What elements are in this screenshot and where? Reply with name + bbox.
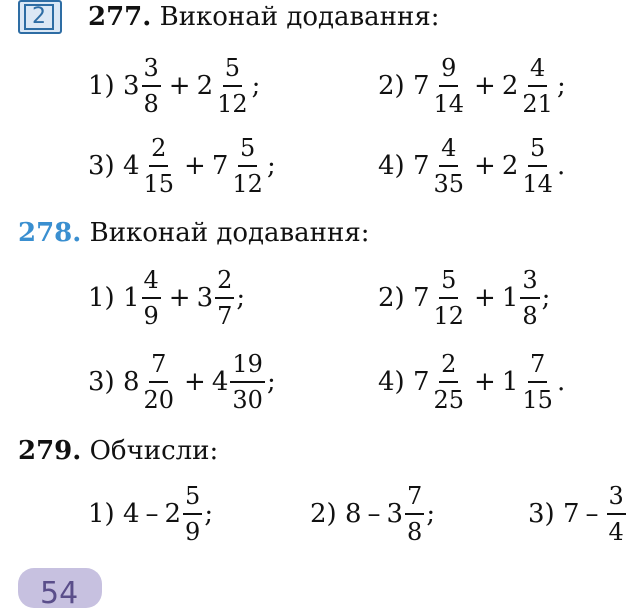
page-number-tab (18, 568, 102, 611)
item-label: 3) (528, 499, 555, 529)
problem-number: 279. (18, 436, 82, 466)
operator: + (474, 367, 496, 397)
numerator: 7 (149, 350, 168, 383)
fraction (183, 482, 202, 546)
fraction (520, 266, 539, 330)
whole-part: 1 (501, 367, 519, 397)
operator: + (184, 367, 206, 397)
numerator: 5 (439, 266, 458, 299)
whole-part: 8 (122, 367, 140, 397)
numerator: 5 (528, 134, 547, 167)
denominator: 8 (407, 518, 423, 546)
whole-part: 1 (122, 283, 140, 313)
item-label: 1) (88, 499, 115, 529)
problem-278-heading (18, 218, 370, 248)
whole-part: 1 (501, 283, 519, 313)
fraction (230, 350, 265, 414)
denominator: 15 (143, 170, 175, 198)
problem-title: Виконай додавання: (159, 2, 440, 32)
item-label: 2) (378, 71, 405, 101)
end-mark: ; (556, 71, 566, 101)
denominator: 14 (433, 90, 465, 118)
operator: + (168, 71, 191, 101)
fraction (432, 134, 467, 198)
operator: + (474, 283, 496, 313)
fraction (142, 266, 161, 330)
fraction (607, 482, 626, 546)
fraction (215, 54, 250, 118)
fraction (142, 350, 177, 414)
numerator: 2 (439, 350, 458, 383)
fraction (142, 54, 161, 118)
fraction (520, 350, 555, 414)
denominator: 12 (232, 170, 263, 198)
whole-part: 7 (412, 367, 430, 397)
numerator: 3 (520, 266, 539, 299)
operator: – (367, 499, 381, 529)
numerator: 7 (528, 350, 547, 383)
problem-279-heading (18, 436, 218, 466)
whole-part: 7 (412, 283, 430, 313)
end-mark: ; (204, 499, 214, 529)
minuend: 7 (562, 499, 580, 529)
fraction (230, 134, 265, 198)
operator: + (474, 151, 496, 181)
problem-278-item-2 (378, 258, 550, 338)
denominator: 15 (522, 386, 553, 414)
denominator: 4 (608, 518, 624, 546)
problem-277-item-2 (378, 46, 566, 126)
numerator: 4 (528, 54, 547, 87)
item-label: 2) (310, 499, 337, 529)
problem-279-item-2 (310, 474, 435, 554)
numerator: 7 (405, 482, 424, 515)
numerator: 9 (439, 54, 458, 87)
end-mark: . (556, 151, 566, 181)
problem-277-heading (88, 2, 440, 32)
denominator: 8 (143, 90, 159, 118)
denominator: 12 (217, 90, 248, 118)
denominator: 25 (433, 386, 465, 414)
denominator: 8 (522, 302, 538, 330)
whole-part: 7 (412, 151, 430, 181)
denominator: 14 (522, 170, 553, 198)
level-badge-number: 2 (24, 4, 54, 30)
end-mark: ; (236, 283, 246, 313)
denominator: 9 (143, 302, 159, 330)
operator: + (184, 151, 206, 181)
operator: – (585, 499, 599, 529)
denominator: 20 (143, 386, 175, 414)
whole-part: 3 (196, 283, 214, 313)
fraction (432, 266, 467, 330)
end-mark: . (556, 367, 566, 397)
denominator: 35 (433, 170, 465, 198)
fraction (520, 134, 555, 198)
minuend: 8 (344, 499, 362, 529)
whole-part: 7 (412, 71, 430, 101)
problem-title: Обчисли: (89, 436, 219, 466)
whole-part: 2 (164, 499, 182, 529)
item-label: 3) (88, 367, 115, 397)
item-label: 1) (88, 283, 115, 313)
whole-part: 7 (211, 151, 229, 181)
numerator: 3 (607, 482, 626, 515)
fraction (520, 54, 555, 118)
numerator: 5 (183, 482, 202, 515)
end-mark: ; (266, 367, 276, 397)
fraction (432, 54, 467, 118)
fraction (142, 134, 177, 198)
page-number: 54 (40, 576, 79, 611)
end-mark: ; (266, 151, 276, 181)
fraction (215, 266, 234, 330)
numerator: 3 (142, 54, 161, 87)
whole-part: 3 (386, 499, 404, 529)
denominator: 30 (232, 386, 263, 414)
problem-279-item-1 (88, 474, 213, 554)
problem-title: Виконай додавання: (89, 218, 370, 248)
whole-part: 4 (122, 151, 140, 181)
problem-277-item-1 (88, 46, 260, 126)
numerator: 4 (142, 266, 161, 299)
whole-part: 2 (501, 151, 519, 181)
problem-277-item-4 (378, 126, 565, 206)
end-mark: ; (541, 283, 551, 313)
item-label: 3) (88, 151, 115, 181)
numerator: 5 (223, 54, 242, 87)
item-label: 4) (378, 367, 405, 397)
numerator: 4 (439, 134, 458, 167)
numerator: 5 (238, 134, 257, 167)
item-label: 1) (88, 71, 115, 101)
numerator: 19 (230, 350, 265, 383)
problem-number: 277. (88, 2, 152, 32)
whole-part: 2 (196, 71, 214, 101)
problem-278-item-4 (378, 342, 565, 422)
denominator: 12 (433, 302, 465, 330)
minuend: 4 (122, 499, 140, 529)
operator: + (474, 71, 496, 101)
fraction (405, 482, 424, 546)
whole-part: 3 (122, 71, 140, 101)
numerator: 2 (149, 134, 168, 167)
numerator: 2 (215, 266, 234, 299)
operator: – (145, 499, 159, 529)
denominator: 7 (217, 302, 233, 330)
item-label: 2) (378, 283, 405, 313)
item-label: 4) (378, 151, 405, 181)
problem-278-item-1 (88, 258, 245, 338)
end-mark: ; (251, 71, 261, 101)
end-mark: ; (426, 499, 436, 529)
problem-278-item-3 (88, 342, 276, 422)
denominator: 21 (522, 90, 553, 118)
problem-277-item-3 (88, 126, 276, 206)
denominator: 9 (185, 518, 201, 546)
level-badge (18, 0, 62, 34)
whole-part: 4 (211, 367, 229, 397)
operator: + (168, 283, 191, 313)
whole-part: 2 (501, 71, 519, 101)
problem-279-item-3-clip (528, 474, 624, 554)
problem-279-item-3 (528, 474, 624, 554)
fraction (432, 350, 467, 414)
problem-number: 278. (18, 218, 82, 248)
